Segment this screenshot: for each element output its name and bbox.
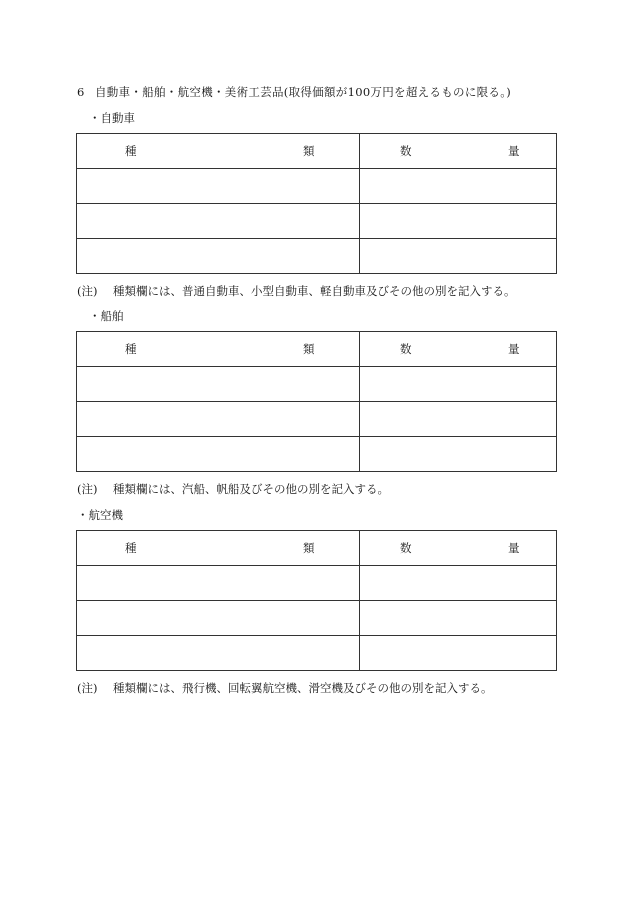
quantity-cell[interactable] xyxy=(360,239,557,274)
quantity-cell[interactable] xyxy=(360,204,557,239)
type-cell[interactable] xyxy=(77,437,360,472)
note-tag: (注) xyxy=(77,482,98,496)
quantity-cell[interactable] xyxy=(360,601,557,636)
type-cell[interactable] xyxy=(77,636,360,671)
table-row xyxy=(77,636,557,671)
table-row xyxy=(77,402,557,437)
subsection-label-ship: ・船舶 xyxy=(89,309,124,323)
table-header-row xyxy=(77,332,557,367)
table-row xyxy=(77,367,557,402)
quantity-cell[interactable] xyxy=(360,437,557,472)
type-cell[interactable] xyxy=(77,601,360,636)
note-ship xyxy=(77,481,389,497)
ship-table xyxy=(76,331,557,472)
header-type: 種 類 xyxy=(77,531,360,566)
car-table xyxy=(76,133,557,274)
quantity-cell[interactable] xyxy=(360,402,557,437)
quantity-cell[interactable] xyxy=(360,636,557,671)
type-cell[interactable] xyxy=(77,402,360,437)
note-text: 種類欄には、飛行機、回転翼航空機、滑空機及びその他の別を記入する。 xyxy=(113,681,493,695)
table-row xyxy=(77,204,557,239)
note-car xyxy=(77,283,516,299)
header-type: 種 類 xyxy=(77,134,360,169)
quantity-cell[interactable] xyxy=(360,169,557,204)
type-cell[interactable] xyxy=(77,169,360,204)
table-row xyxy=(77,437,557,472)
section-heading xyxy=(77,84,511,100)
table-row xyxy=(77,239,557,274)
header-quantity: 数 量 xyxy=(360,531,557,566)
table-header-row xyxy=(77,531,557,566)
header-quantity: 数 量 xyxy=(360,134,557,169)
table-row xyxy=(77,566,557,601)
note-tag: (注) xyxy=(77,284,98,298)
type-cell[interactable] xyxy=(77,239,360,274)
aircraft-table xyxy=(76,530,557,671)
section-title: 自動車・船舶・航空機・美術工芸品(取得価額が100万円を超えるものに限る。) xyxy=(95,85,512,99)
quantity-cell[interactable] xyxy=(360,367,557,402)
type-cell[interactable] xyxy=(77,367,360,402)
subsection-label-aircraft: ・航空機 xyxy=(77,508,123,522)
header-type: 種 類 xyxy=(77,332,360,367)
note-tag: (注) xyxy=(77,681,98,695)
table-header-row xyxy=(77,134,557,169)
subsection-label-car: ・自動車 xyxy=(89,111,135,125)
table-row xyxy=(77,169,557,204)
header-quantity: 数 量 xyxy=(360,332,557,367)
table-row xyxy=(77,601,557,636)
section-number: 6 xyxy=(77,85,85,99)
type-cell[interactable] xyxy=(77,566,360,601)
type-cell[interactable] xyxy=(77,204,360,239)
quantity-cell[interactable] xyxy=(360,566,557,601)
note-text: 種類欄には、汽船、帆船及びその他の別を記入する。 xyxy=(113,482,389,496)
note-aircraft xyxy=(77,680,493,696)
note-text: 種類欄には、普通自動車、小型自動車、軽自動車及びその他の別を記入する。 xyxy=(113,284,516,298)
